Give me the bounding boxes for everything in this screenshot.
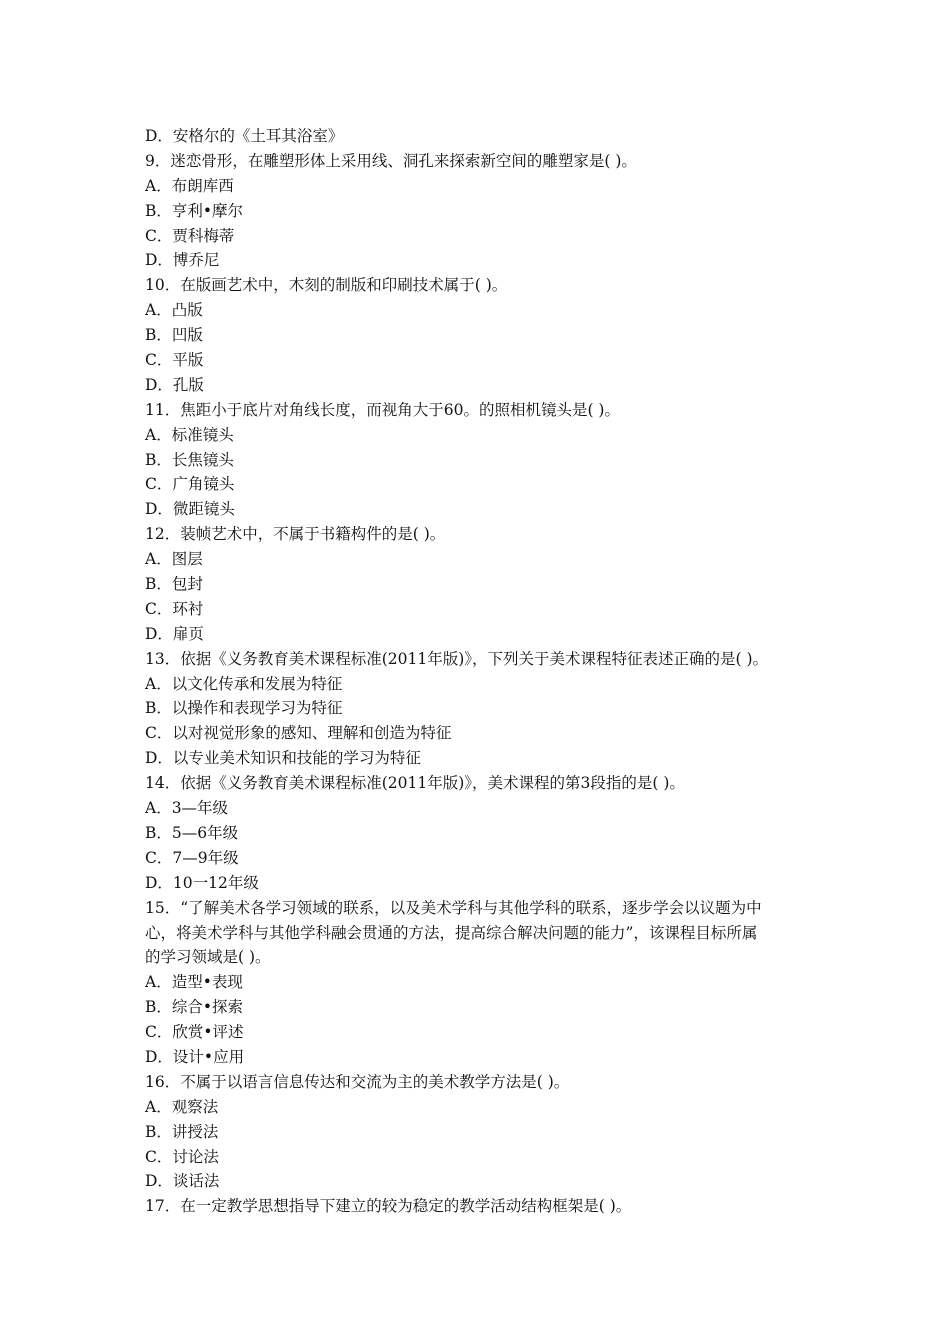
option-line: A．3—年级 — [145, 799, 229, 818]
question-line: 17．在一定教学思想指导下建立的较为稳定的教学活动结构框架是( )。 — [145, 1197, 632, 1216]
option-line: D．设计•应用 — [145, 1047, 245, 1066]
question-line: 9．迷恋骨形，在雕塑形体上采用线、洞孔来探索新空间的雕塑家是( )。 — [145, 151, 637, 170]
question-line: 15．“了解美术各学习领域的联系，以及美术学科与其他学科的联系，逐步学会以议题为中 — [145, 898, 762, 917]
question-line: 10．在版画艺术中，木刻的制版和印刷技术属于( )。 — [145, 276, 508, 295]
question-line: 14．依据《义务教育美术课程标准(2011年版)》，美术课程的第3段指的是( )。 — [145, 774, 685, 793]
option-line: A．标准镜头 — [145, 425, 234, 444]
option-line: B．讲授法 — [145, 1122, 219, 1141]
option-line: D．孔版 — [145, 375, 204, 394]
option-line: B．综合•探索 — [145, 998, 244, 1017]
option-line: A．造型•表现 — [145, 973, 243, 992]
option-line: C．贾科梅蒂 — [145, 226, 235, 245]
option-line: C．7—9年级 — [145, 848, 239, 867]
option-line: B．凹版 — [145, 326, 203, 345]
option-line: D．10一12年级 — [145, 873, 259, 892]
option-line: D．扉页 — [145, 624, 204, 643]
option-line: D．博乔尼 — [145, 251, 220, 270]
question-line-continued: 心，将美术学科与其他学科融会贯通的方法，提高综合解决问题的能力”，该课程目标所属 — [145, 923, 758, 942]
option-line: B．长焦镜头 — [145, 450, 234, 469]
document-page — [145, 124, 815, 1219]
option-line: C．平版 — [145, 351, 204, 370]
question-line-continued: 的学习领域是( )。 — [145, 948, 271, 967]
option-line: D．微距镜头 — [145, 500, 235, 519]
option-line: C．欣赏•评述 — [145, 1023, 244, 1042]
option-line: A．图层 — [145, 550, 203, 569]
option-line: B．亨利•摩尔 — [145, 201, 244, 220]
option-line: C．环衬 — [145, 599, 204, 618]
option-line: C．广角镜头 — [145, 475, 235, 494]
option-line: D．安格尔的《土耳其浴室》 — [145, 127, 344, 145]
option-line: C．讨论法 — [145, 1147, 219, 1166]
option-line: D．谈话法 — [145, 1172, 220, 1191]
option-line: B．5—6年级 — [145, 823, 239, 842]
question-line: 16．不属于以语言信息传达和交流为主的美术教学方法是( )。 — [145, 1072, 570, 1091]
option-line: B．包封 — [145, 575, 203, 594]
option-line: A．布朗库西 — [145, 176, 234, 195]
option-line: A．以文化传承和发展为特征 — [145, 674, 343, 693]
question-line: 11．焦距小于底片对角线长度，而视角大于60。的照相机镜头是( )。 — [145, 400, 620, 419]
option-line: B．以操作和表现学习为特征 — [145, 699, 343, 718]
option-line: D．以专业美术知识和技能的学习为特征 — [145, 749, 421, 768]
question-line: 13．依据《义务教育美术课程标准(2011年版)》，下列关于美术课程特征表述正确的是( )。 — [145, 649, 769, 668]
option-line: A．凸版 — [145, 301, 203, 320]
option-line: A．观察法 — [145, 1097, 219, 1116]
option-line: C．以对视觉形象的感知、理解和创造为特征 — [145, 724, 452, 743]
question-line: 12．装帧艺术中，不属于书籍构件的是( )。 — [145, 525, 446, 544]
